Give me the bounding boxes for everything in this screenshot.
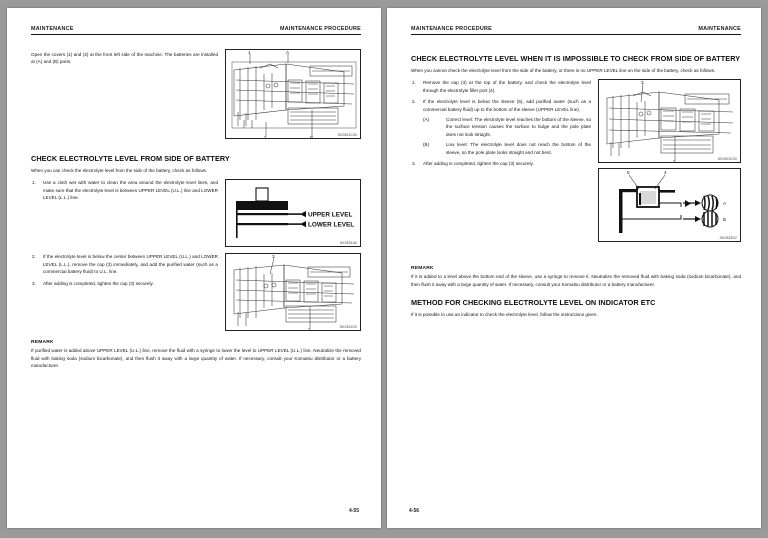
figure-code: GK0523D2 xyxy=(719,235,737,240)
figure-upper-lower-level xyxy=(225,179,361,247)
figure-battery-cap-drawing xyxy=(226,254,361,331)
figure-sleeve-levels xyxy=(598,168,741,242)
figure-code: GK0531A6 xyxy=(339,240,357,245)
step-text: After adding is completed, tighten the cap (3) securely. xyxy=(423,161,534,167)
step-item xyxy=(411,98,591,156)
section-title-indicator-method: METHOD FOR CHECKING ELECTROLYTE LEVEL ON INDICATOR ETC xyxy=(411,298,656,308)
page-number: 4-55 xyxy=(348,508,359,514)
step1-block xyxy=(31,179,361,247)
figure-battery-covers-drawing xyxy=(226,50,361,139)
svg-text:3: 3 xyxy=(308,327,311,332)
step-list-1 xyxy=(31,179,218,201)
level-low-symbol xyxy=(702,211,718,227)
step-list-2 xyxy=(31,253,218,287)
substep-text: Low level: The electrolyte level does not reach the bottom of the sleeve, so the pole plate looks straight and not bent. xyxy=(446,142,591,155)
running-head-left xyxy=(31,26,361,32)
page-number: 4-56 xyxy=(409,508,420,514)
svg-text:3: 3 xyxy=(673,159,676,164)
svg-text:4: 4 xyxy=(664,171,667,177)
running-head-left-text: MAINTENANCE PROCEDURE xyxy=(411,26,493,32)
svg-text:1: 1 xyxy=(248,50,251,55)
svg-text:B: B xyxy=(310,135,314,139)
svg-text:5: 5 xyxy=(627,171,630,177)
upper-level-label: UPPER LEVEL xyxy=(308,211,353,219)
figure-level-lines-drawing xyxy=(226,180,361,247)
figure-sleeve-drawing xyxy=(599,169,741,242)
step-text: If the electrolyte level is below the sleeve (5), add purified water (such as a commercial battery fluid) up to the bottom of the sleeve (UPPER LEVEL line). xyxy=(423,99,591,112)
svg-text:A: A xyxy=(723,201,727,207)
section-lead: When you cannot check the electrolyte level from the side of the battery, or there is no UPPER LEVEL line on the side of the battery, check as follows. xyxy=(411,67,716,73)
intro-block xyxy=(31,49,361,139)
figure-battery-top-cap xyxy=(598,79,741,163)
intro-paragraph: Open the covers (1) and (2) at the front left side of the machine. The batteries are installed at (A) and (B) parts. xyxy=(31,52,218,65)
step-number: 3. xyxy=(32,280,36,286)
figure-battery-cap xyxy=(225,253,361,331)
running-head-left-text: MAINTENANCE xyxy=(31,26,74,32)
figure-code: GK0521D0 xyxy=(339,324,357,329)
svg-text:3: 3 xyxy=(272,254,275,260)
step-item xyxy=(31,253,218,275)
svg-text:B: B xyxy=(723,217,727,223)
remark-title: REMARK xyxy=(31,340,54,346)
substep-label: (B) xyxy=(423,142,430,148)
remark-block xyxy=(31,340,361,369)
lower-level-label: LOWER LEVEL xyxy=(308,221,355,229)
section-title-check-level-side: CHECK ELECTROLYTE LEVEL FROM SIDE OF BATTERY xyxy=(31,154,230,163)
step-list xyxy=(411,79,591,167)
remark-title: REMARK xyxy=(411,266,434,272)
remark-text: If it is added to a level above the bottom end of the sleeve, use a syringe to remove it. Neutralize the removed fluid with baking soda (sodium bicarbonate), and then flush it away with a large quantity of water. If necessary, consult your Komatsu distributor or a battery manufacturer. xyxy=(411,274,741,287)
step-text: Use a cloth wet with water to clean the area around the electrolyte level lines, and make sure that the electrolyte level is between UPPER LEVEL (U.L.) line and LOWER LEVEL (L.L.) line. xyxy=(43,180,218,201)
steps-block xyxy=(411,79,741,242)
substep-item xyxy=(423,141,591,156)
step-item xyxy=(31,280,218,287)
step-number: 2. xyxy=(32,254,36,260)
step-number: 2. xyxy=(412,99,416,105)
running-head-right-text: MAINTENANCE PROCEDURE xyxy=(279,26,361,32)
document-page-left[interactable] xyxy=(7,8,381,528)
figure-code: GK0521C00 xyxy=(337,132,357,137)
substep-item xyxy=(423,116,591,138)
figure-code: GK0523C00 xyxy=(717,156,737,161)
running-head-right-text: MAINTENANCE xyxy=(698,26,741,32)
step-text: Remove the cap (3) at the top of the battery, and check the electrolyte level through the electrolyte filler port (4). xyxy=(423,80,591,93)
section-lead: When you can check the electrolyte level from the side of the battery, check as follows. xyxy=(31,167,208,173)
running-head-right-page xyxy=(411,26,741,32)
figure-battery-top-cap-drawing xyxy=(599,80,741,163)
step-item xyxy=(411,160,591,167)
substep-text: Correct level: The electrolyte level reaches the bottom of the sleeve, so the surface tension causes the surface to bulge and the pole plate does not look straight. xyxy=(446,116,591,137)
remark-text: If purified water is added above UPPER LEVEL (U.L.) line, remove the fluid with a syringe to lower the level to UPPER LEVEL (U.L.) line. Neutralize the removed fluid with baking soda (sodium bicarbonate), and then flush it away with a large quantity of water. If necessary, consult your Komatsu distributor or a battery manufacturer. xyxy=(31,348,361,369)
figure-battery-covers xyxy=(225,49,361,139)
step-text: If the electrolyte level is below the center between UPPER LEVEL (U.L.) and LOWER LEVEL (L.L.), remove the cap (3) immediately, and add the purified water (such as a commercial battery fluid) to U.L. line. xyxy=(43,254,218,275)
document-page-right[interactable] xyxy=(387,8,761,528)
step-number: 3. xyxy=(412,161,416,167)
svg-text:3: 3 xyxy=(641,80,644,86)
step-number: 1. xyxy=(32,180,36,186)
substep-label: (A) xyxy=(423,116,430,122)
step23-block xyxy=(31,253,361,331)
step-number: 1. xyxy=(412,80,416,86)
header-rule xyxy=(411,34,741,35)
step-item xyxy=(411,79,591,94)
level-correct-symbol xyxy=(702,195,718,211)
section2-lead: If it is possible to use an indicator to check the electrolyte level, follow the instructions given. xyxy=(411,312,598,317)
remark-block xyxy=(411,266,741,288)
svg-text:A: A xyxy=(286,50,290,55)
section-title-check-level-impossible: CHECK ELECTROLYTE LEVEL WHEN IT IS IMPOSSIBLE TO CHECK FROM SIDE OF BATTERY xyxy=(411,54,741,63)
step-item xyxy=(31,179,218,201)
svg-text:2: 2 xyxy=(264,135,267,139)
step-text: After adding is completed, tighten the cap (3) securely. xyxy=(43,280,154,286)
header-rule xyxy=(31,34,361,35)
